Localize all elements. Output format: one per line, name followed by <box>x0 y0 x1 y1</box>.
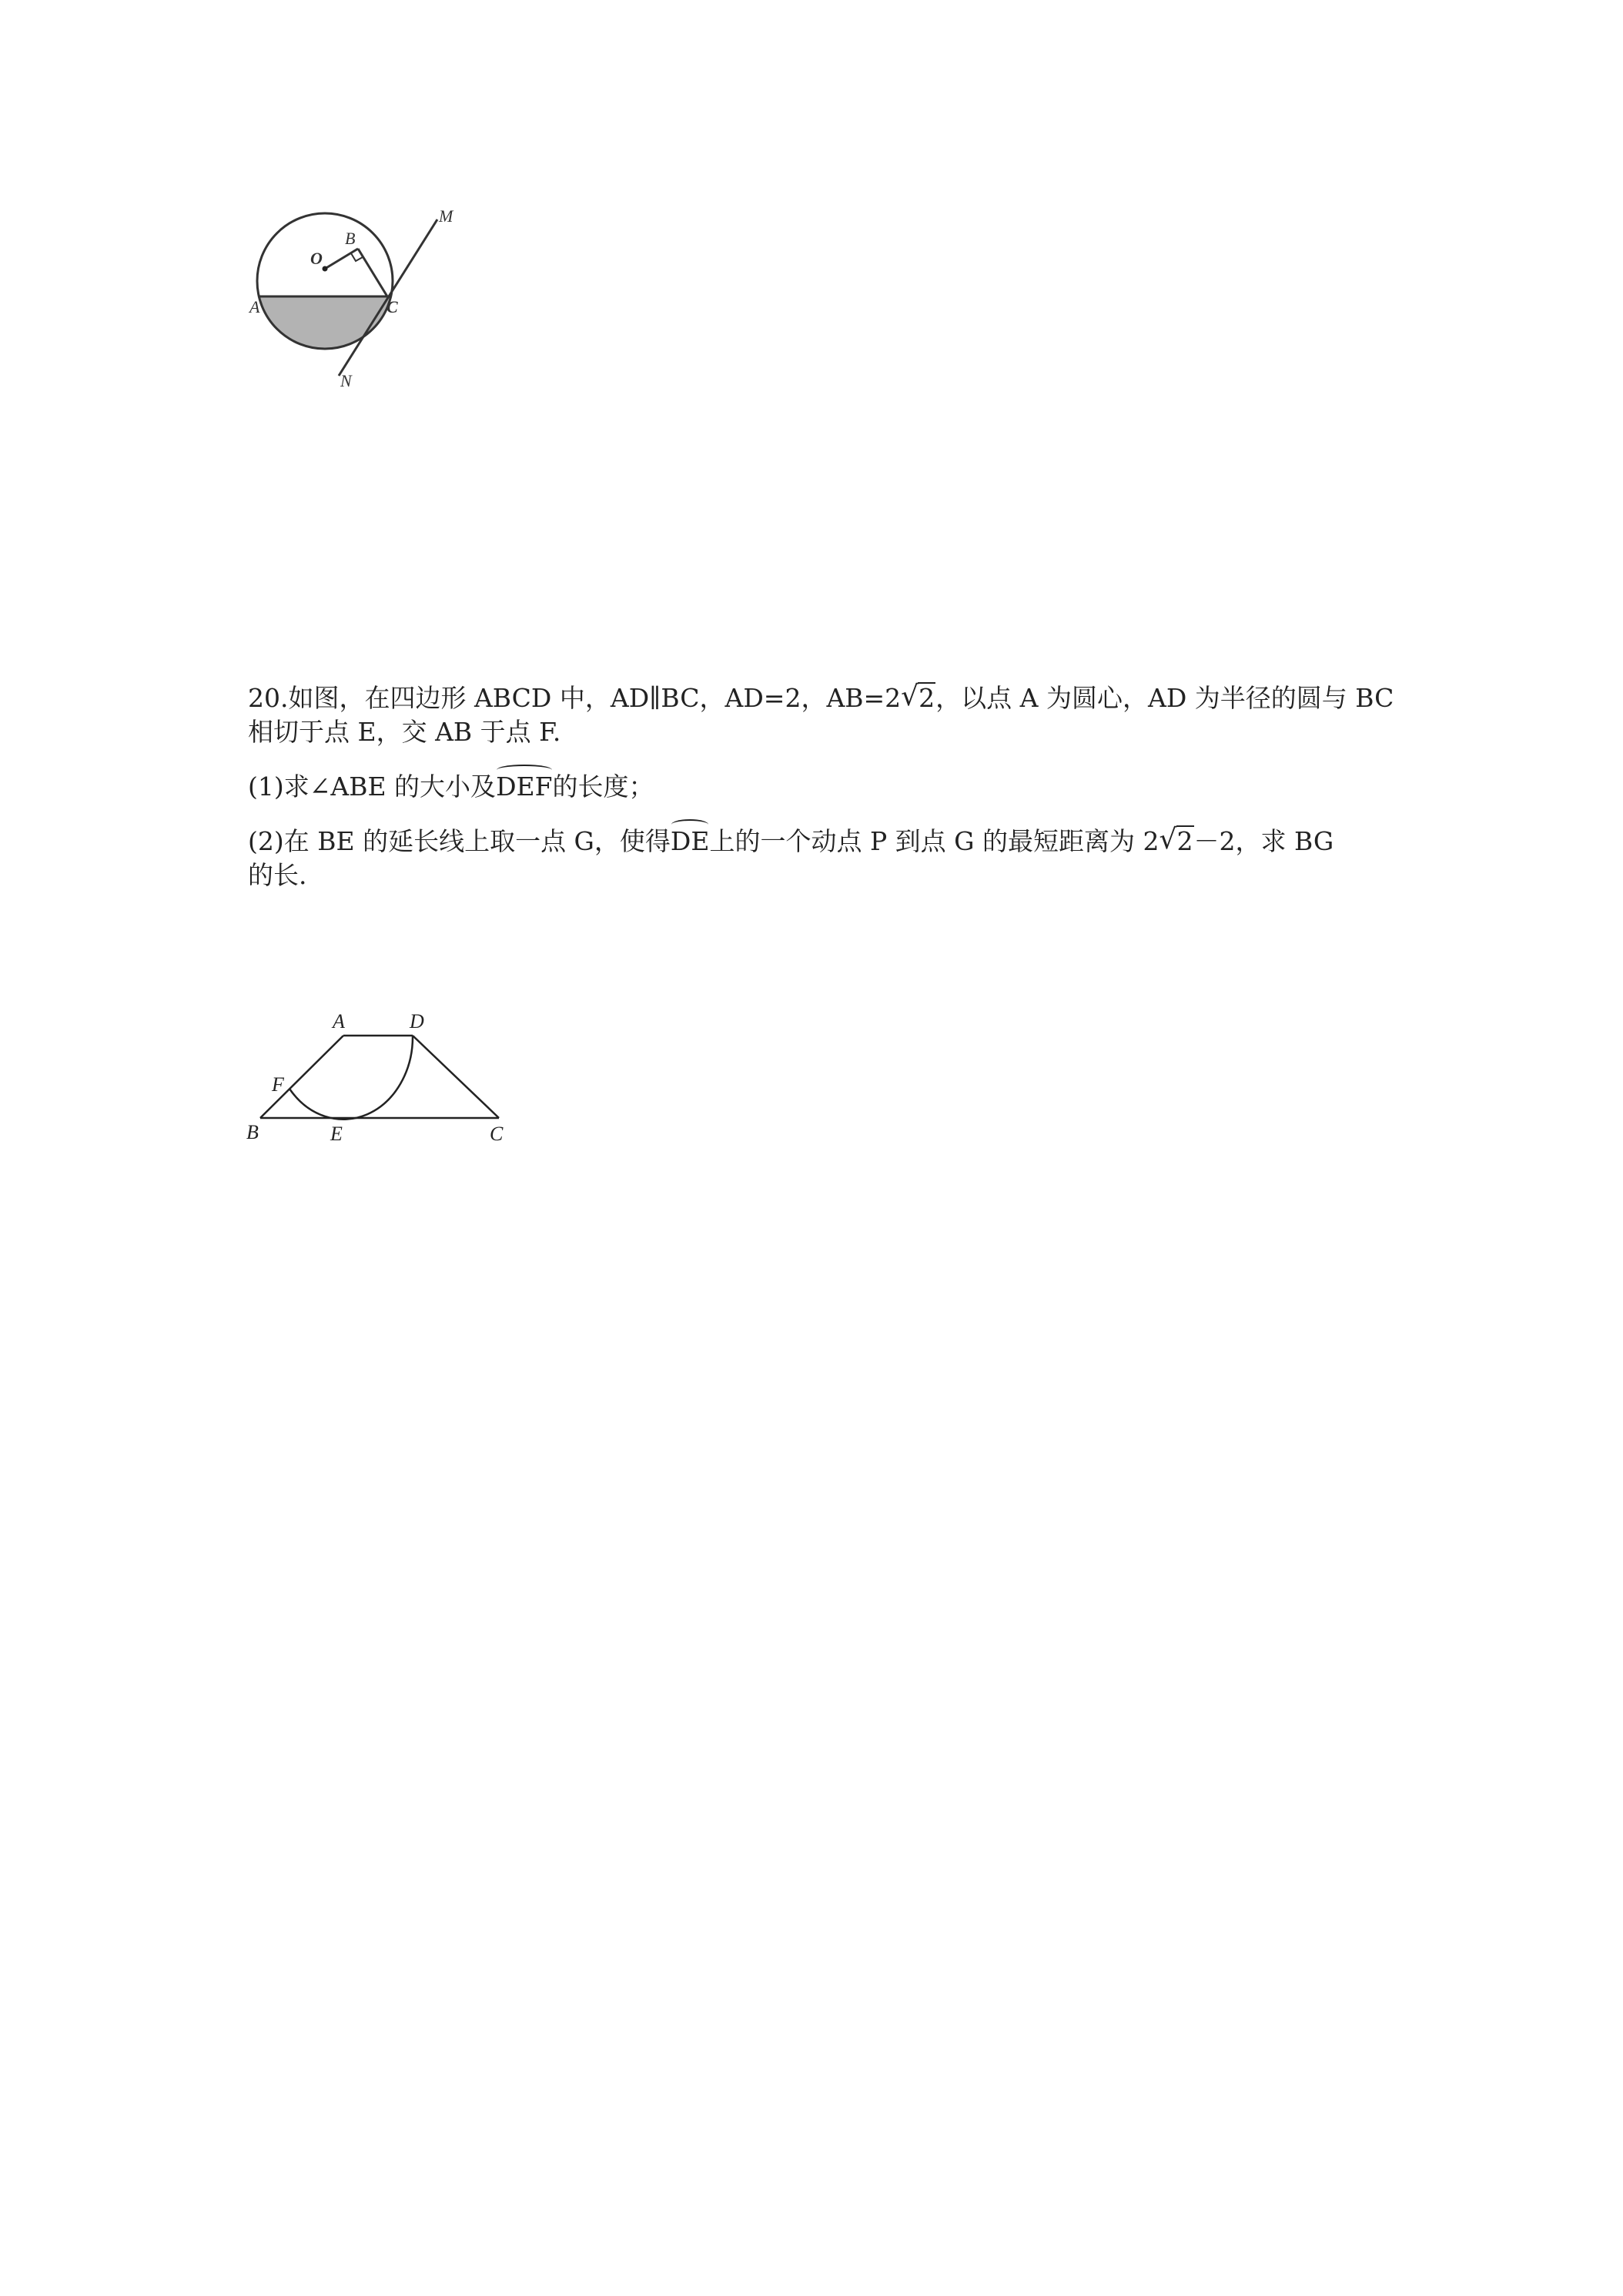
problem-20 <box>248 681 1395 892</box>
segment-ob <box>325 249 358 269</box>
label-f2: F <box>272 1073 284 1096</box>
q1-text-1: (1)求∠ABE 的大小及 <box>248 771 497 802</box>
arc-fed <box>289 1036 413 1120</box>
figure-trapezoid-arc <box>239 1005 531 1147</box>
label-m: M <box>439 206 453 226</box>
stem-text-2: ，以点 A 为圆心，AD 为半径的圆与 BC <box>935 683 1394 713</box>
segment-bc <box>358 249 387 296</box>
q2-text-1: (2)在 BE 的延长线上取一点 G，使得 <box>248 826 671 856</box>
question-1 <box>248 770 1395 804</box>
stem-text-1: 20.如图，在四边形 ABCD 中，AD∥BC，AD=2，AB=2 <box>248 683 902 713</box>
label-a2: A <box>333 1010 345 1033</box>
label-b: B <box>345 229 356 248</box>
sqrt-symbol-2 <box>1160 825 1194 858</box>
figure-circle-tangent <box>231 192 500 400</box>
label-b2: B <box>246 1121 259 1143</box>
label-a: A <box>249 297 260 316</box>
q2-text-3: －2，求 BG <box>1193 826 1334 856</box>
arc-def: DEF <box>496 770 552 804</box>
problem-stem <box>248 681 1395 749</box>
side-dc <box>413 1036 499 1118</box>
sqrt-symbol <box>901 681 935 715</box>
sqrt-radicand: 2 <box>919 683 935 713</box>
label-e2: E <box>330 1123 343 1145</box>
q2-text-4: 的长. <box>248 860 307 890</box>
q2-text-2: 上的一个动点 P 到点 G 的最短距离为 2 <box>709 826 1160 856</box>
label-c2: C <box>490 1123 504 1145</box>
label-c: C <box>387 297 398 316</box>
question-2 <box>248 825 1395 892</box>
label-n: N <box>340 371 352 390</box>
stem-text-3: 相切于点 E，交 AB 于点 F. <box>248 717 561 747</box>
label-d2: D <box>410 1010 424 1033</box>
sqrt-radicand-2: 2 <box>1176 826 1193 856</box>
label-o: O <box>310 249 323 268</box>
center-dot <box>323 266 328 272</box>
arc-de: DE <box>671 825 710 858</box>
q1-text-2: 的长度； <box>552 771 654 802</box>
